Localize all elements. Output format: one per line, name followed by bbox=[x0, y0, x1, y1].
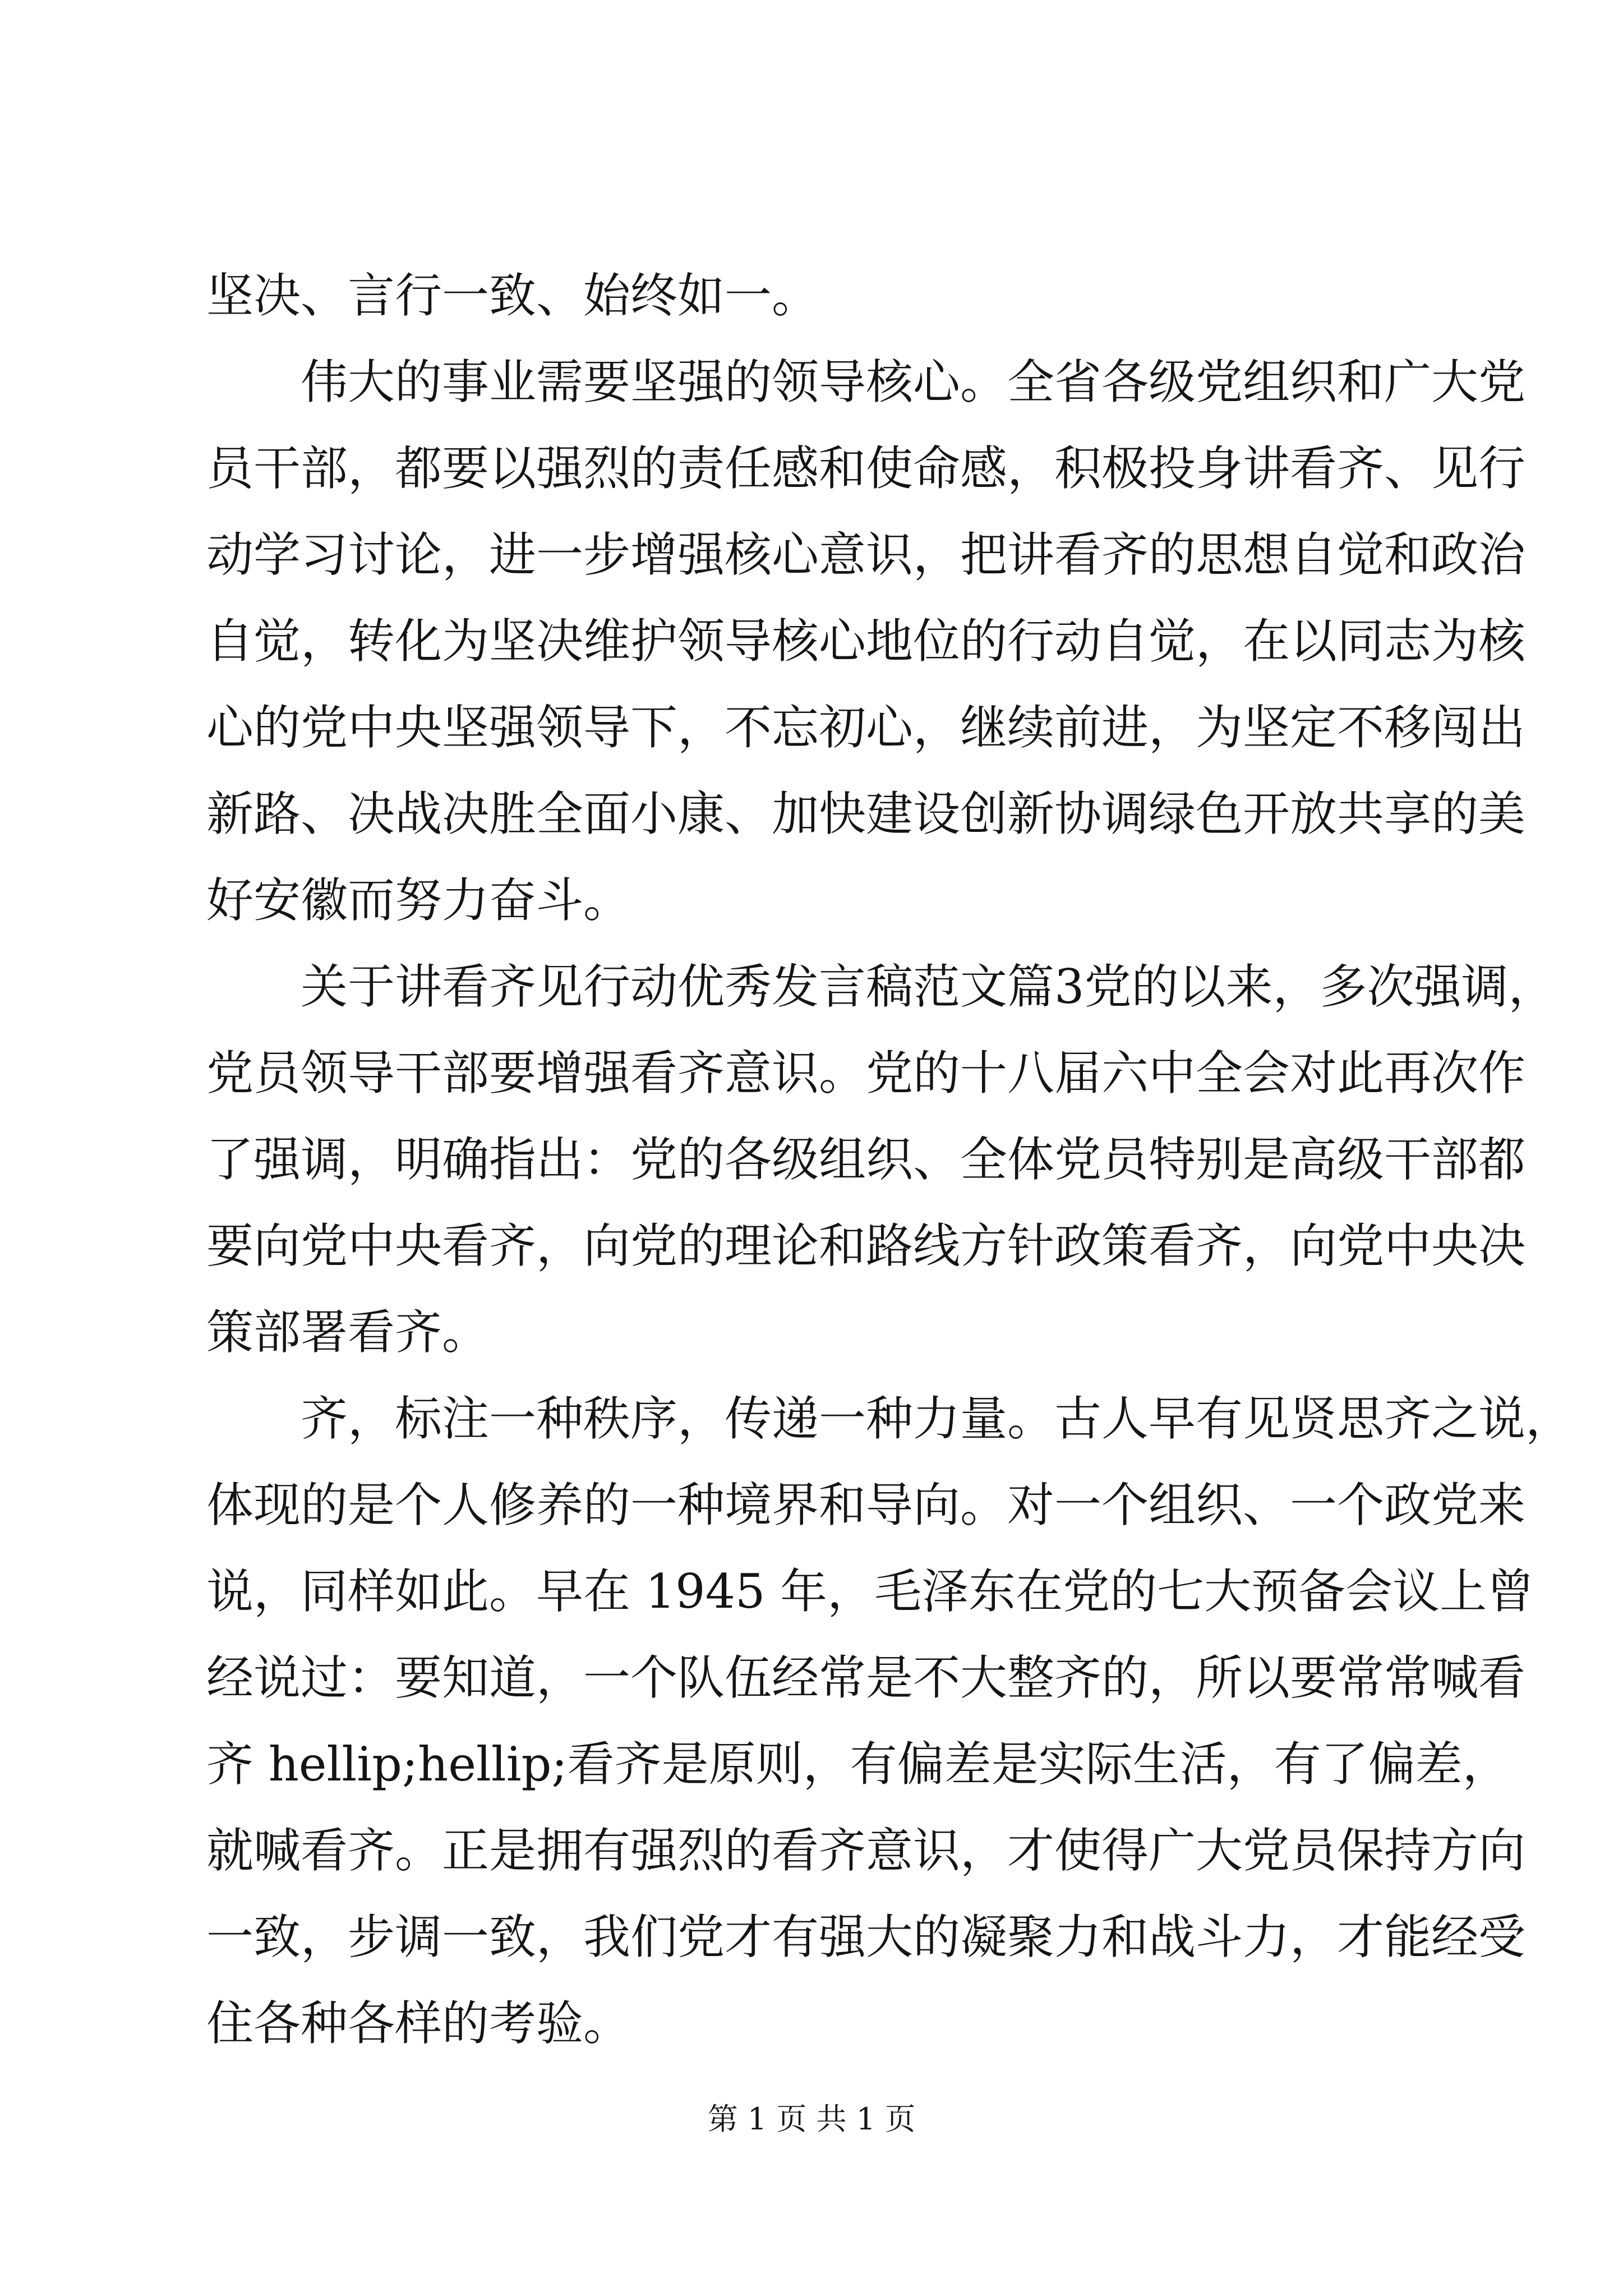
text-line: 员干部，都要以强烈的责任感和使命感，积极投身讲看齐、见行 bbox=[206, 441, 1526, 496]
text-line: 说，同样如此。早在 1945 年，毛泽东在党的七大预备会议上曾 bbox=[206, 1564, 1534, 1619]
text-line: 党员领导干部要增强看齐意识。党的十八届六中全会对此再次作 bbox=[206, 1046, 1526, 1101]
text-line: 好安徽而努力奋斗。 bbox=[206, 873, 631, 928]
text-line: 了强调，明确指出：党的各级组织、全体党员特别是高级干部都 bbox=[206, 1132, 1526, 1187]
text-line: 要向党中央看齐，向党的理论和路线方针政策看齐，向党中央决 bbox=[206, 1218, 1526, 1273]
paragraph-first-line: 齐，标注一种秩序，传递一种力量。古人早有见贤思齐之说， bbox=[301, 1391, 1573, 1446]
text-line: 就喊看齐。正是拥有强烈的看齐意识，才使得广大党员保持方向 bbox=[206, 1823, 1526, 1878]
text-line: 动学习讨论，进一步增强核心意识，把讲看齐的思想自觉和政治 bbox=[206, 527, 1526, 582]
text-line: 体现的是个人修养的一种境界和导向。对一个组织、一个政党来 bbox=[206, 1478, 1526, 1533]
page-number-footer: 第 1 页 共 1 页 bbox=[707, 2101, 916, 2137]
text-line: 心的党中央坚强领导下，不忘初心，继续前进，为坚定不移闯出 bbox=[206, 700, 1526, 755]
text-line: 经说过：要知道，一个队伍经常是不大整齐的，所以要常常喊看 bbox=[206, 1650, 1526, 1705]
text-line: 策部署看齐。 bbox=[206, 1305, 490, 1360]
text-line: 一致，步调一致，我们党才有强大的凝聚力和战斗力，才能经受 bbox=[206, 1910, 1526, 1964]
text-line: 齐 hellip;hellip;看齐是原则，有偏差是实际生活，有了偏差， bbox=[206, 1737, 1510, 1792]
text-line: 坚决、言行一致、始终如一。 bbox=[206, 268, 819, 323]
paragraph-first-line: 伟大的事业需要坚强的领导核心。全省各级党组织和广大党 bbox=[301, 355, 1526, 409]
text-line: 新路、决战决胜全面小康、加快建设创新协调绿色开放共享的美 bbox=[206, 786, 1526, 841]
paragraph-first-line: 关于讲看齐见行动优秀发言稿范文篇3党的以来，多次强调， bbox=[301, 959, 1556, 1014]
text-line: 住各种各样的考验。 bbox=[206, 1996, 631, 2051]
document-body bbox=[206, 252, 1573, 2067]
text-line: 自觉，转化为坚决维护领导核心地位的行动自觉，在以同志为核 bbox=[206, 614, 1526, 669]
